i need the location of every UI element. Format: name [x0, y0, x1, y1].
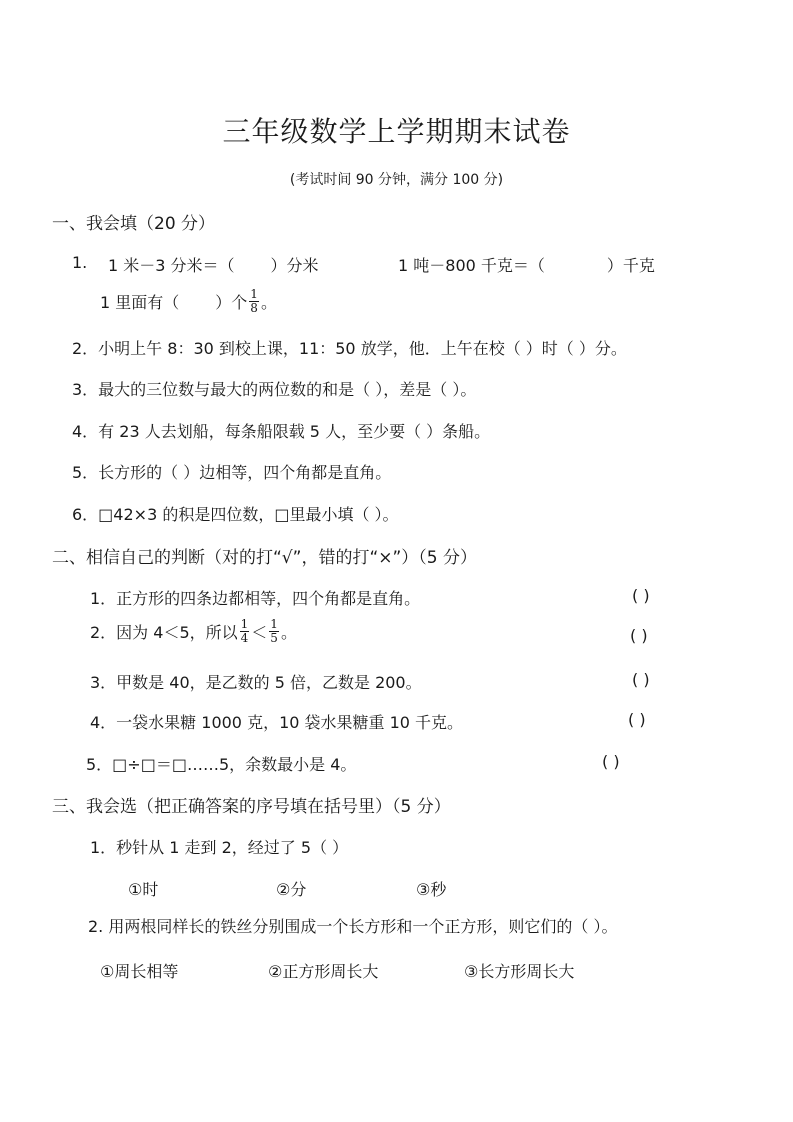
s3-q1-option-1[interactable]: ①时: [128, 880, 159, 899]
s1-q1-c-text: 1 里面有（: [100, 293, 180, 312]
s3-q2-option-1[interactable]: ①周长相等: [100, 962, 179, 981]
s1-q1-a-unit: ）分米: [270, 256, 319, 275]
s2-q2-answer-paren[interactable]: ( ): [630, 626, 648, 645]
s1-q1-part-a: [108, 253, 319, 276]
s2-q3-answer-paren[interactable]: ( ): [632, 670, 650, 689]
section-2-heading: 二、相信自己的判断（对的打“√”，错的打“×”）（5 分）: [52, 548, 478, 568]
fraction-numerator: 1: [250, 287, 258, 301]
s3-q2-option-3[interactable]: ③长方形周长大: [464, 962, 575, 981]
s3-q2-option-2[interactable]: ②正方形周长大: [268, 962, 379, 981]
s2-q5: 5．□÷□＝□……5，余数最小是 4。: [86, 755, 357, 774]
s3-q1-option-3[interactable]: ③秒: [416, 880, 447, 899]
s1-q1-part-b: [398, 253, 655, 276]
section-1-heading: 一、我会填（20 分）: [52, 214, 216, 234]
s1-q1-a-text: 1 米－3 分米＝（: [108, 256, 235, 275]
page-title: 三年级数学上学期期末试卷: [222, 115, 571, 148]
s3-q1-option-2[interactable]: ②分: [276, 880, 307, 899]
s2-q4: 4．一袋水果糖 1000 克，10 袋水果糖重 10 千克。: [90, 713, 464, 732]
period: 。: [260, 293, 277, 312]
fraction-one-quarter: [240, 618, 250, 645]
s2-q3: 3．甲数是 40，是乙数的 5 倍，乙数是 200。: [90, 673, 422, 692]
fraction-one-fifth: [269, 618, 279, 645]
s1-q1-part-c: [100, 288, 277, 315]
fraction-denominator: 4: [240, 631, 249, 645]
s3-q2: 2. 用两根同样长的铁丝分别围成一个长方形和一个正方形，则它们的（ ）。: [88, 917, 618, 936]
fraction-denominator: 5: [270, 631, 278, 645]
s3-q1: 1．秒针从 1 走到 2，经过了 5（ ）: [90, 838, 349, 857]
fraction-numerator: 1: [270, 617, 278, 631]
fraction-numerator: 1: [240, 617, 249, 631]
s1-q2: 2．小明上午 8：30 到校上课，11：50 放学，他．上午在校（ ）时（ ）分。: [72, 339, 627, 358]
s2-q5-answer-paren[interactable]: ( ): [602, 752, 620, 771]
s1-q3: 3．最大的三位数与最大的两位数的和是（ ），差是（ ）。: [72, 380, 477, 399]
s2-q2-text: 2．因为 4＜5，所以: [90, 623, 238, 642]
s1-q1-number: 1.: [72, 253, 88, 272]
s2-q1-answer-paren[interactable]: ( ): [632, 586, 650, 605]
s1-q1-c-text2: ）个: [215, 293, 248, 312]
fraction-one-eighth: [249, 288, 259, 315]
s1-q1-b-text: 1 吨－800 千克＝（: [398, 256, 545, 275]
s2-q1: 1．正方形的四条边都相等，四个角都是直角。: [90, 589, 421, 608]
s2-q2: [90, 618, 297, 645]
fraction-denominator: 8: [250, 301, 258, 315]
s1-q6: 6．□42×3 的积是四位数，□里最小填（ ）。: [72, 505, 399, 524]
s1-q1-b-unit: ）千克: [606, 256, 655, 275]
period: 。: [280, 623, 297, 642]
s1-q5: 5．长方形的（ ）边相等，四个角都是直角。: [72, 463, 392, 482]
s2-q4-answer-paren[interactable]: ( ): [628, 710, 646, 729]
less-than-sign: ＜: [251, 623, 268, 642]
section-3-heading: 三、我会选（把正确答案的序号填在括号里）（5 分）: [52, 797, 451, 817]
s1-q4: 4．有 23 人去划船，每条船限载 5 人，至少要（ ）条船。: [72, 422, 491, 441]
exam-info: (考试时间 90 分钟，满分 100 分): [289, 172, 504, 188]
